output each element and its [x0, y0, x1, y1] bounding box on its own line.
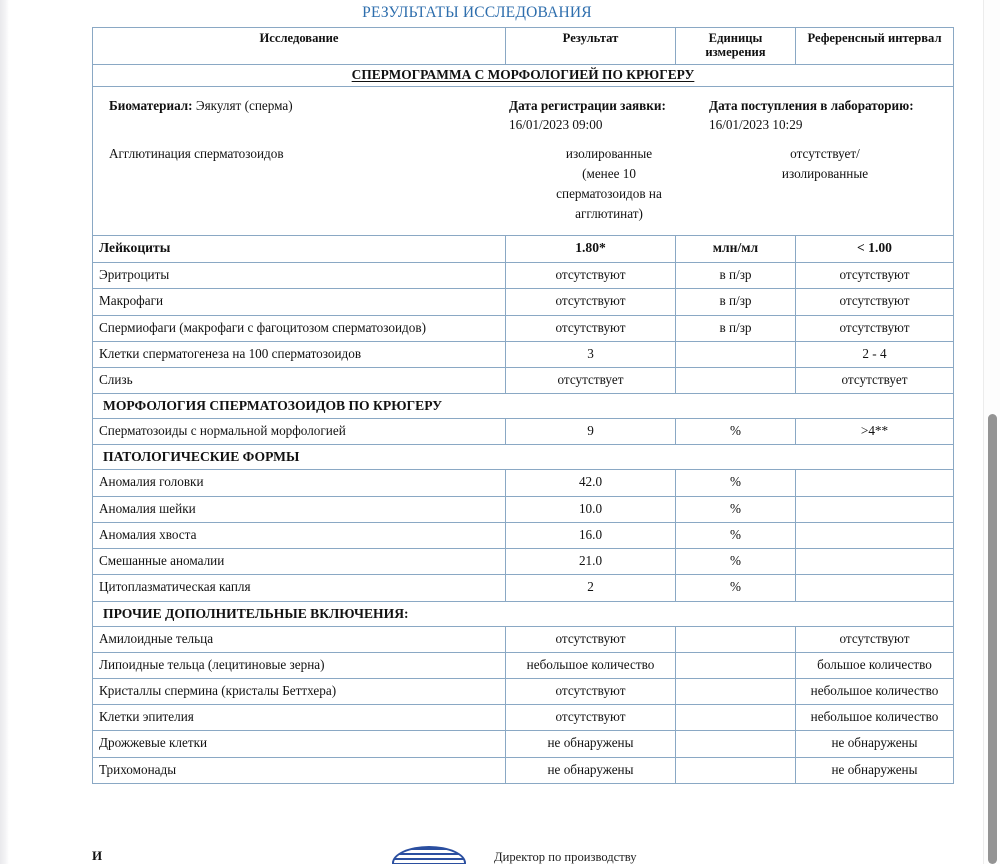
row-reference: небольшое количество [796, 679, 954, 705]
row-name: Сперматозоиды с нормальной морфологией [93, 419, 506, 445]
table-row [93, 705, 954, 731]
document-footer [92, 846, 953, 864]
agglutination-reference-line2: изолированные [781, 166, 869, 182]
table-row [93, 679, 954, 705]
row-name: Дрожжевые клетки [93, 731, 506, 757]
section-header-morphology: МОРФОЛОГИЯ СПЕРМАТОЗОИДОВ ПО КРЮГЕРУ [93, 394, 954, 419]
biomaterial-label: Биоматериал: [109, 97, 193, 113]
column-header-units-line2: измерения [705, 45, 766, 60]
row-result: 16.0 [506, 522, 676, 548]
table-row [93, 289, 954, 315]
footer-left-text: И [92, 848, 103, 863]
row-result: 1.80* [506, 236, 676, 263]
row-name: Аномалия хвоста [93, 522, 506, 548]
row-unit [676, 731, 796, 757]
lab-results-table [92, 27, 954, 784]
row-reference [796, 522, 954, 548]
agglutination-result-line3: сперматозоидов на [556, 185, 662, 201]
row-unit: % [676, 549, 796, 575]
table-row [93, 757, 954, 783]
column-header-study: Исследование [93, 28, 506, 65]
row-result: отсутствуют [506, 289, 676, 315]
column-header-units-line1: Единицы [708, 31, 763, 45]
section-header-other-row [93, 601, 954, 626]
table-body [93, 64, 954, 235]
row-unit: млн/мл [676, 236, 796, 263]
row-reference: < 1.00 [796, 236, 954, 263]
row-name: Спермиофаги (макрофаги с фагоцитозом сперматозоидов) [93, 315, 506, 341]
row-name: Слизь [93, 368, 506, 394]
section-header-pathological-row [93, 445, 954, 470]
rows-pathological [93, 470, 954, 601]
company-globe-logo-icon [392, 846, 478, 864]
row-reference: не обнаружены [796, 757, 954, 783]
row-name: Аномалия головки [93, 470, 506, 496]
row-result: отсутствуют [506, 315, 676, 341]
vertical-scrollbar-thumb[interactable] [988, 414, 997, 864]
table-row [93, 522, 954, 548]
agglutination-row [99, 136, 947, 231]
row-unit: в п/зр [676, 263, 796, 289]
agglutination-result-line4: агглютинат) [575, 205, 643, 221]
agglutination-result [509, 144, 709, 223]
table-row [93, 731, 954, 757]
section-header-other: ПРОЧИЕ ДОПОЛНИТЕЛЬНЫЕ ВКЛЮЧЕНИЯ: [93, 601, 954, 626]
row-result: 21.0 [506, 549, 676, 575]
row-reference: отсутствуют [796, 289, 954, 315]
row-reference [796, 549, 954, 575]
row-unit [676, 626, 796, 652]
row-reference: отсутствуют [796, 626, 954, 652]
row-result: отсутствуют [506, 263, 676, 289]
row-name: Клетки сперматогенеза на 100 сперматозоидов [93, 341, 506, 367]
page-title: РЕЗУЛЬТАТЫ ИССЛЕДОВАНИЯ [362, 4, 592, 21]
row-unit: % [676, 575, 796, 601]
table-row [93, 496, 954, 522]
row-reference [796, 470, 954, 496]
table-row [93, 575, 954, 601]
registration-date-field [509, 96, 709, 134]
table-row [93, 626, 954, 652]
row-name: Лейкоциты [93, 236, 506, 263]
row-result: не обнаружены [506, 731, 676, 757]
row-reference: отсутствуют [796, 315, 954, 341]
row-name: Липоидные тельца (лецитиновые зерна) [93, 652, 506, 678]
row-name: Эритроциты [93, 263, 506, 289]
row-unit [676, 679, 796, 705]
row-name: Клетки эпителия [93, 705, 506, 731]
row-reference: большое количество [796, 652, 954, 678]
agglutination-reference-line1: отсутствует/ [790, 146, 860, 162]
row-result: отсутствует [506, 368, 676, 394]
row-unit [676, 705, 796, 731]
row-unit: в п/зр [676, 315, 796, 341]
agglutination-result-line2: (менее 10 [582, 166, 636, 182]
row-name: Цитоплазматическая капля [93, 575, 506, 601]
agglutination-name: Агглютинация сперматозоидов [109, 146, 284, 162]
row-name: Макрофаги [93, 289, 506, 315]
row-unit: % [676, 419, 796, 445]
agglutination-result-line1: изолированные [565, 146, 653, 162]
section-banner-cell [93, 64, 954, 86]
row-reference: небольшое количество [796, 705, 954, 731]
row-reference [796, 575, 954, 601]
row-reference: >4** [796, 419, 954, 445]
rows-other [93, 626, 954, 783]
section-header-morphology-row [93, 394, 954, 419]
column-header-reference: Референсный интервал [796, 28, 954, 65]
row-reference: не обнаружены [796, 731, 954, 757]
row-reference: 2 - 4 [796, 341, 954, 367]
table-row [93, 419, 954, 445]
row-result: 2 [506, 575, 676, 601]
row-result: не обнаружены [506, 757, 676, 783]
row-unit [676, 652, 796, 678]
table-row [93, 368, 954, 394]
biomaterial-value: Эякулят (сперма) [195, 97, 293, 113]
row-unit [676, 757, 796, 783]
table-row [93, 315, 954, 341]
row-result: 9 [506, 419, 676, 445]
row-reference: отсутствует [796, 368, 954, 394]
row-unit: % [676, 470, 796, 496]
section-banner-row [93, 64, 954, 86]
row-unit: % [676, 522, 796, 548]
row-name: Трихомонады [93, 757, 506, 783]
row-result: отсутствуют [506, 626, 676, 652]
row-unit [676, 341, 796, 367]
table-header [93, 28, 954, 65]
section-banner-text: СПЕРМОГРАММА С МОРФОЛОГИЕЙ ПО КРЮГЕРУ [351, 66, 695, 82]
row-unit: в п/зр [676, 289, 796, 315]
row-name: Аномалия шейки [93, 496, 506, 522]
rows-general [93, 236, 954, 394]
column-header-result: Результат [506, 28, 676, 65]
signature-label: Директор по производству [494, 850, 637, 864]
registration-date-label: Дата регистрации заявки: [509, 97, 666, 113]
row-name: Смешанные аномалии [93, 549, 506, 575]
info-block-cell [93, 86, 954, 235]
row-unit: % [676, 496, 796, 522]
biomaterial-field [109, 96, 509, 134]
specimen-info [99, 90, 947, 136]
registration-date-value: 16/01/2023 09:00 [509, 117, 603, 133]
row-name: Кристаллы спермина (кристалы Беттхера) [93, 679, 506, 705]
table-row [93, 470, 954, 496]
table-header-row [93, 28, 954, 65]
row-result: 42.0 [506, 470, 676, 496]
row-result: отсутствуют [506, 679, 676, 705]
rows-morphology [93, 419, 954, 445]
table-row [93, 341, 954, 367]
row-result: отсутствуют [506, 705, 676, 731]
lab-arrival-date-label: Дата поступления в лабораторию: [709, 97, 914, 113]
table-row [93, 236, 954, 263]
info-block-row [93, 86, 954, 235]
row-reference: отсутствуют [796, 263, 954, 289]
table-row [93, 652, 954, 678]
lab-arrival-date-value: 16/01/2023 10:29 [709, 117, 803, 133]
row-result: небольшое количество [506, 652, 676, 678]
column-header-units [676, 28, 796, 65]
lab-arrival-date-field [709, 96, 941, 134]
table-row [93, 549, 954, 575]
table-row [93, 263, 954, 289]
row-unit [676, 368, 796, 394]
agglutination-reference [709, 144, 941, 223]
row-reference [796, 496, 954, 522]
row-name: Амилоидные тельца [93, 626, 506, 652]
row-result: 10.0 [506, 496, 676, 522]
vertical-scrollbar[interactable] [983, 0, 1000, 864]
section-header-pathological: ПАТОЛОГИЧЕСКИЕ ФОРМЫ [93, 445, 954, 470]
row-result: 3 [506, 341, 676, 367]
